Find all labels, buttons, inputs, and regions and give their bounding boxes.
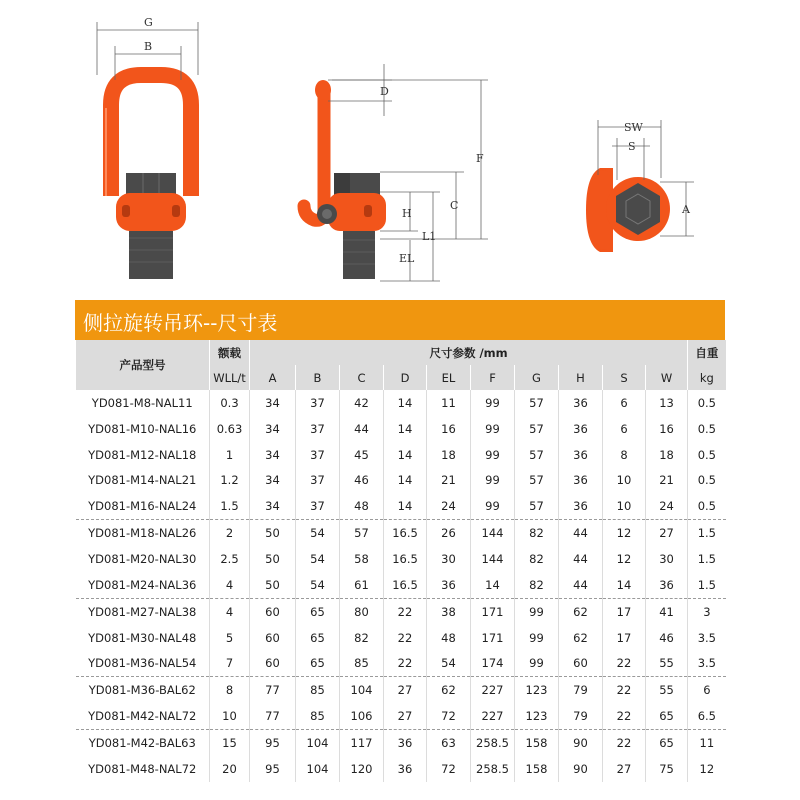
table-cell: 158 xyxy=(515,756,559,782)
table-body xyxy=(76,390,726,782)
table-row xyxy=(76,703,726,729)
table-cell: 2.5 xyxy=(210,546,250,572)
table-cell: 65 xyxy=(646,729,688,755)
label-f: F xyxy=(476,152,484,165)
table-cell: 104 xyxy=(340,677,384,703)
table-cell: 44 xyxy=(559,572,603,598)
table-cell: 20 xyxy=(210,756,250,782)
table-cell: 21 xyxy=(427,468,471,494)
table-cell: 62 xyxy=(559,625,603,651)
table-cell: 227 xyxy=(471,703,515,729)
table-cell: 6 xyxy=(688,677,726,703)
table-cell: 227 xyxy=(471,677,515,703)
table-cell: 37 xyxy=(296,390,340,416)
table-cell: 0.3 xyxy=(210,390,250,416)
table-cell: 0.5 xyxy=(688,468,726,494)
table-cell: 10 xyxy=(603,493,646,519)
product-model-cell: YD081-M10-NAL16 xyxy=(88,421,197,436)
label-h: H xyxy=(402,207,412,220)
table-cell: 72 xyxy=(427,703,471,729)
header-dims: 尺寸参数 /mm xyxy=(250,340,688,365)
table-cell: 14 xyxy=(384,390,427,416)
table-cell: 75 xyxy=(646,756,688,782)
table-cell: 10 xyxy=(603,468,646,494)
table-cell: 16 xyxy=(646,416,688,442)
product-drawings xyxy=(0,0,800,300)
product-model-cell: YD081-M12-NAL18 xyxy=(88,447,197,462)
table-cell: 17 xyxy=(603,598,646,624)
table-cell: 57 xyxy=(340,520,384,546)
table-cell: 46 xyxy=(340,468,384,494)
table-cell: 48 xyxy=(340,493,384,519)
label-c: C xyxy=(450,199,459,212)
side-view xyxy=(304,64,488,281)
table-cell: 36 xyxy=(559,442,603,468)
table-cell: 117 xyxy=(340,729,384,755)
table-cell: 90 xyxy=(559,756,603,782)
table-cell: 61 xyxy=(340,572,384,598)
product-model-cell: YD081-M18-NAL26 xyxy=(88,526,197,541)
table-cell: 95 xyxy=(250,756,296,782)
table-cell: 60 xyxy=(250,625,296,651)
table-cell: 6 xyxy=(603,416,646,442)
side-bolt xyxy=(343,231,375,279)
table-cell: 82 xyxy=(515,546,559,572)
table-cell: 16.5 xyxy=(384,572,427,598)
table-cell: 17 xyxy=(603,625,646,651)
table-cell: 36 xyxy=(559,416,603,442)
table-cell: 38 xyxy=(427,598,471,624)
table-cell: 12 xyxy=(603,520,646,546)
table-cell: 65 xyxy=(296,625,340,651)
table-cell: 14 xyxy=(603,572,646,598)
table-cell: 258.5 xyxy=(471,729,515,755)
table-cell: 14 xyxy=(384,493,427,519)
table-cell: 8 xyxy=(603,442,646,468)
header-weight-unit: kg xyxy=(688,365,726,390)
table-cell: 36 xyxy=(384,729,427,755)
table-cell: 99 xyxy=(471,442,515,468)
table-row xyxy=(76,390,726,416)
table-cell: 24 xyxy=(646,493,688,519)
table-cell: 27 xyxy=(384,703,427,729)
table-cell: 85 xyxy=(296,677,340,703)
table-cell: 77 xyxy=(250,703,296,729)
table-cell: 72 xyxy=(427,756,471,782)
table-cell: 123 xyxy=(515,677,559,703)
table-cell: 1.2 xyxy=(210,468,250,494)
table-cell: 36 xyxy=(646,572,688,598)
product-model-cell: YD081-M20-NAL30 xyxy=(88,551,197,566)
table-cell: 2 xyxy=(210,520,250,546)
table-cell: 54 xyxy=(427,650,471,676)
table-cell: 104 xyxy=(296,729,340,755)
table-cell: 57 xyxy=(515,493,559,519)
table-cell: 171 xyxy=(471,625,515,651)
table-row xyxy=(76,598,726,624)
table-cell: 79 xyxy=(559,677,603,703)
table-cell: 4 xyxy=(210,598,250,624)
table-cell: 22 xyxy=(603,650,646,676)
table-cell: 22 xyxy=(603,729,646,755)
table-cell: 16.5 xyxy=(384,546,427,572)
header-col-w: W xyxy=(646,365,688,390)
table-cell: 1.5 xyxy=(210,493,250,519)
table-cell: 1.5 xyxy=(688,546,726,572)
table-cell: 6 xyxy=(603,390,646,416)
table-cell: 54 xyxy=(296,520,340,546)
table-cell: 10 xyxy=(210,703,250,729)
table-cell: 44 xyxy=(559,546,603,572)
table-cell: 3.5 xyxy=(688,650,726,676)
table-cell: 174 xyxy=(471,650,515,676)
product-model-cell: YD081-M42-BAL63 xyxy=(88,735,196,750)
table-cell: 34 xyxy=(250,390,296,416)
table-title-bar xyxy=(75,300,725,340)
table-cell: 16 xyxy=(427,416,471,442)
header-col-a: A xyxy=(250,365,296,390)
table-row xyxy=(76,650,726,676)
table-row xyxy=(76,520,726,546)
table-cell: 1.5 xyxy=(688,572,726,598)
table-cell: 34 xyxy=(250,493,296,519)
table-cell: 27 xyxy=(384,677,427,703)
front-nut xyxy=(126,173,176,195)
table-cell: 21 xyxy=(646,468,688,494)
table-cell: 62 xyxy=(427,677,471,703)
table-cell: 41 xyxy=(646,598,688,624)
header-col-f: F xyxy=(471,365,515,390)
table-cell: 22 xyxy=(384,598,427,624)
table-row xyxy=(76,468,726,494)
table-cell: 57 xyxy=(515,390,559,416)
table-cell: 3.5 xyxy=(688,625,726,651)
table-cell: 54 xyxy=(296,546,340,572)
header-weight: 自重 xyxy=(688,340,726,365)
table-cell: 0.5 xyxy=(688,416,726,442)
table-cell: 57 xyxy=(515,468,559,494)
table-cell: 48 xyxy=(427,625,471,651)
table-cell: 37 xyxy=(296,416,340,442)
table-row xyxy=(76,442,726,468)
table-cell: 37 xyxy=(296,493,340,519)
table-cell: 44 xyxy=(340,416,384,442)
label-s: S xyxy=(628,140,636,153)
spec-table xyxy=(75,340,726,782)
table-cell: 22 xyxy=(603,703,646,729)
product-model-cell: YD081-M8-NAL11 xyxy=(91,395,193,410)
table-cell: 30 xyxy=(646,546,688,572)
table-row xyxy=(76,729,726,755)
table-cell: 14 xyxy=(384,442,427,468)
table-cell: 18 xyxy=(646,442,688,468)
header-col-s: S xyxy=(603,365,646,390)
table-cell: 36 xyxy=(559,468,603,494)
table-cell: 22 xyxy=(384,625,427,651)
header-col-d: D xyxy=(384,365,427,390)
table-row xyxy=(76,756,726,782)
table-row xyxy=(76,677,726,703)
product-model-cell: YD081-M27-NAL38 xyxy=(88,604,197,619)
table-cell: 65 xyxy=(296,598,340,624)
table-cell: 46 xyxy=(646,625,688,651)
table-cell: 60 xyxy=(250,598,296,624)
table-cell: 4 xyxy=(210,572,250,598)
table-cell: 45 xyxy=(340,442,384,468)
table-cell: 11 xyxy=(688,729,726,755)
table-cell: 34 xyxy=(250,442,296,468)
table-cell: 0.63 xyxy=(210,416,250,442)
table-cell: 158 xyxy=(515,729,559,755)
table-cell: 14 xyxy=(471,572,515,598)
header-product: 产品型号 xyxy=(76,340,210,390)
table-cell: 104 xyxy=(296,756,340,782)
header-col-b: B xyxy=(296,365,340,390)
table-cell: 144 xyxy=(471,546,515,572)
label-sw: SW xyxy=(624,121,643,134)
table-cell: 11 xyxy=(427,390,471,416)
header-col-el: EL xyxy=(427,365,471,390)
table-cell: 95 xyxy=(250,729,296,755)
table-cell: 123 xyxy=(515,703,559,729)
table-cell: 36 xyxy=(559,493,603,519)
table-cell: 0.5 xyxy=(688,493,726,519)
product-model-cell: YD081-M42-NAL72 xyxy=(76,703,210,729)
table-cell: 30 xyxy=(427,546,471,572)
label-l1: L1 xyxy=(422,230,437,243)
table-cell: 3 xyxy=(688,598,726,624)
table-cell: 22 xyxy=(384,650,427,676)
product-model-cell: YD081-M16-NAL24 xyxy=(76,493,210,519)
table-cell: 50 xyxy=(250,572,296,598)
table-cell: 34 xyxy=(250,416,296,442)
label-a: A xyxy=(682,203,690,216)
table-cell: 27 xyxy=(603,756,646,782)
table-cell: 63 xyxy=(427,729,471,755)
table-cell: 44 xyxy=(559,520,603,546)
product-model-cell: YD081-M30-NAL48 xyxy=(88,630,197,645)
table-cell: 77 xyxy=(250,677,296,703)
header-col-c: C xyxy=(340,365,384,390)
table-cell: 8 xyxy=(210,677,250,703)
table-title: 侧拉旋转吊环--尺寸表 xyxy=(83,311,278,335)
product-model-cell: YD081-M36-NAL54 xyxy=(76,650,210,676)
table-cell: 82 xyxy=(340,625,384,651)
table-cell: 62 xyxy=(559,598,603,624)
table-row xyxy=(76,416,726,442)
table-cell: 60 xyxy=(559,650,603,676)
table-cell: 99 xyxy=(515,650,559,676)
table-cell: 22 xyxy=(603,677,646,703)
header-col-h: H xyxy=(559,365,603,390)
table-cell: 85 xyxy=(296,703,340,729)
table-cell: 14 xyxy=(384,468,427,494)
table-cell: 5 xyxy=(210,625,250,651)
table-cell: 7 xyxy=(210,650,250,676)
table-row xyxy=(76,625,726,651)
table-cell: 1 xyxy=(210,442,250,468)
side-bail xyxy=(304,88,324,220)
table-cell: 99 xyxy=(471,493,515,519)
table-cell: 50 xyxy=(250,520,296,546)
table-cell: 14 xyxy=(384,416,427,442)
table-cell: 171 xyxy=(471,598,515,624)
table-cell: 26 xyxy=(427,520,471,546)
table-cell: 55 xyxy=(646,677,688,703)
product-model-cell: YD081-M36-BAL62 xyxy=(88,683,196,698)
table-cell: 65 xyxy=(646,703,688,729)
top-view xyxy=(586,120,694,252)
table-cell: 37 xyxy=(296,468,340,494)
table-row xyxy=(76,493,726,519)
table-cell: 80 xyxy=(340,598,384,624)
table-cell: 99 xyxy=(471,468,515,494)
label-g: G xyxy=(144,16,153,29)
table-cell: 60 xyxy=(250,650,296,676)
table-cell: 82 xyxy=(515,572,559,598)
table-cell: 85 xyxy=(340,650,384,676)
table-cell: 6.5 xyxy=(688,703,726,729)
table-cell: 16.5 xyxy=(384,520,427,546)
table-row xyxy=(76,572,726,598)
table-cell: 15 xyxy=(210,729,250,755)
table-cell: 55 xyxy=(646,650,688,676)
table-cell: 144 xyxy=(471,520,515,546)
table-cell: 0.5 xyxy=(688,442,726,468)
table-cell: 57 xyxy=(515,442,559,468)
table-cell: 0.5 xyxy=(688,390,726,416)
table-cell: 99 xyxy=(471,390,515,416)
product-model-cell: YD081-M24-NAL36 xyxy=(76,572,210,598)
table-cell: 12 xyxy=(603,546,646,572)
table-cell: 58 xyxy=(340,546,384,572)
table-cell: 36 xyxy=(427,572,471,598)
table-cell: 57 xyxy=(515,416,559,442)
table-cell: 82 xyxy=(515,520,559,546)
table-cell: 34 xyxy=(250,468,296,494)
table-cell: 13 xyxy=(646,390,688,416)
table-cell: 24 xyxy=(427,493,471,519)
table-cell: 37 xyxy=(296,442,340,468)
table-row xyxy=(76,546,726,572)
header-col-g: G xyxy=(515,365,559,390)
label-d: D xyxy=(380,85,389,98)
table-cell: 36 xyxy=(384,756,427,782)
table-cell: 36 xyxy=(559,390,603,416)
table-cell: 258.5 xyxy=(471,756,515,782)
product-model-cell: YD081-M14-NAL21 xyxy=(88,473,197,488)
table-cell: 1.5 xyxy=(688,520,726,546)
header-load: 额载 xyxy=(210,340,250,365)
table-cell: 18 xyxy=(427,442,471,468)
table-cell: 12 xyxy=(688,756,726,782)
table-cell: 79 xyxy=(559,703,603,729)
table-cell: 90 xyxy=(559,729,603,755)
table-cell: 27 xyxy=(646,520,688,546)
table-cell: 42 xyxy=(340,390,384,416)
table-cell: 99 xyxy=(515,625,559,651)
label-el: EL xyxy=(399,252,415,265)
table-cell: 106 xyxy=(340,703,384,729)
table-cell: 65 xyxy=(296,650,340,676)
product-model-cell: YD081-M48-NAL72 xyxy=(88,761,197,776)
front-view xyxy=(97,16,198,279)
header-load-unit: WLL/t xyxy=(210,365,250,390)
table-cell: 99 xyxy=(471,416,515,442)
table-cell: 99 xyxy=(515,598,559,624)
table-cell: 54 xyxy=(296,572,340,598)
table-cell: 120 xyxy=(340,756,384,782)
table-cell: 50 xyxy=(250,546,296,572)
label-b: B xyxy=(144,40,153,53)
